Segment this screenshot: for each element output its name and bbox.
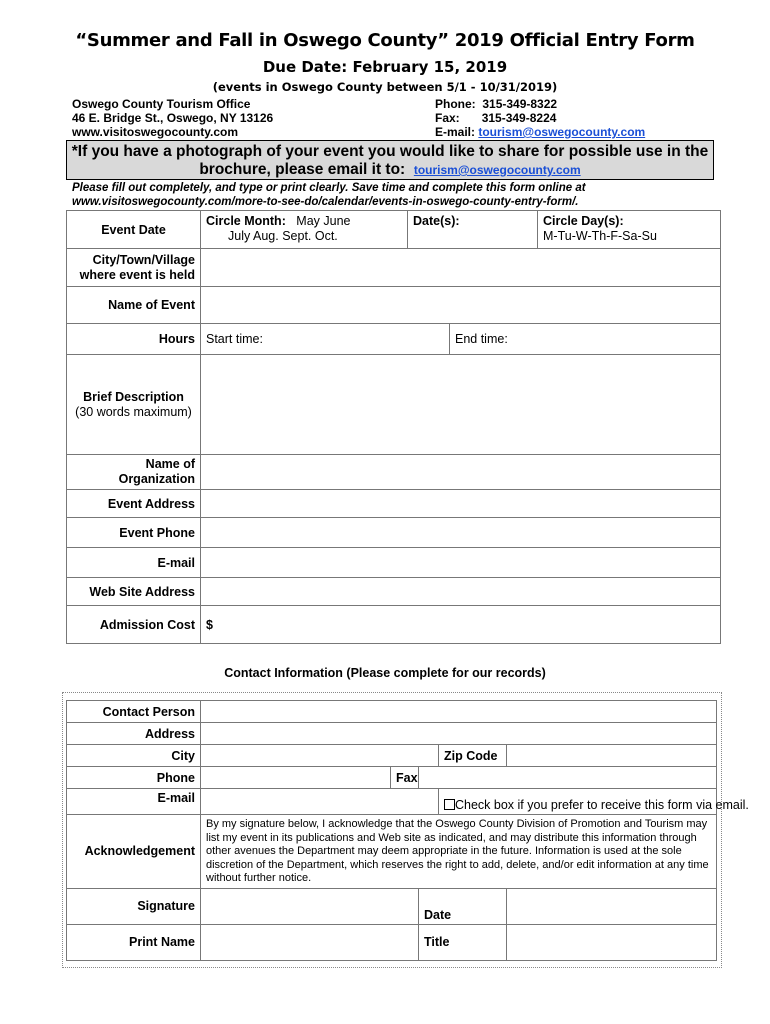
admission-field[interactable] bbox=[201, 606, 721, 644]
organization-label bbox=[67, 455, 201, 490]
banner-line2-text: brochure, please email it to: bbox=[199, 161, 406, 178]
instructions bbox=[72, 181, 586, 209]
banner-email-link[interactable]: tourism@oswegocounty.com bbox=[413, 163, 581, 177]
office-fax-row bbox=[435, 111, 645, 125]
contact-fax-label: Fax bbox=[391, 767, 419, 789]
start-time-label: Start time: bbox=[206, 332, 263, 346]
circle-month-label: Circle Month: bbox=[206, 214, 286, 228]
due-date: Due Date: February 15, 2019 bbox=[262, 58, 508, 76]
description-note: (30 words maximum) bbox=[75, 404, 192, 419]
instructions-line2[interactable]: www.visitoswegocounty.com/more-to-see-do/calendar/events-in-oswego-county-entry-form/. bbox=[72, 196, 579, 208]
circle-month-cell[interactable] bbox=[201, 211, 408, 249]
contact-person-field[interactable] bbox=[201, 701, 717, 723]
checkbox-text: Check box if you prefer to receive this form via email. bbox=[455, 798, 749, 812]
contact-city-label: City bbox=[67, 745, 201, 767]
contact-person-label: Contact Person bbox=[67, 701, 201, 723]
title-field[interactable] bbox=[507, 924, 717, 960]
event-address-row bbox=[67, 490, 721, 518]
acknowledgement-text: By my signature below, I acknowledge that the Oswego County Division of Promotion and Tourism may list my event in its publications and Web site as indicated, and may distribute this information through other avenues the Department may deem appropriate in the future. Information is used at the sole discretion of the Department, which reserves the right to add, delete, and/or edit information at any time without further notice. bbox=[201, 815, 717, 889]
event-address-label: Event Address bbox=[67, 490, 201, 518]
phone-label: Phone: bbox=[435, 97, 476, 111]
start-time-field[interactable] bbox=[201, 324, 450, 355]
admission-label: Admission Cost bbox=[67, 606, 201, 644]
hours-row bbox=[67, 324, 721, 355]
office-email-link[interactable]: tourism@oswegocounty.com bbox=[478, 125, 646, 139]
signature-field[interactable] bbox=[201, 888, 419, 924]
print-name-label: Print Name bbox=[67, 924, 201, 960]
description-label: Brief Description bbox=[83, 389, 184, 404]
contact-phone-row bbox=[67, 767, 717, 789]
contact-heading: Contact Information (Please complete for our records) bbox=[224, 666, 546, 680]
contact-email-row bbox=[67, 789, 717, 815]
photo-banner bbox=[66, 140, 714, 180]
signature-label: Signature bbox=[67, 888, 201, 924]
contact-phone-field[interactable] bbox=[201, 767, 391, 789]
date-label: Date bbox=[419, 888, 507, 924]
event-date-row bbox=[67, 211, 721, 249]
title-label: Title bbox=[419, 924, 507, 960]
contact-address-label: Address bbox=[67, 723, 201, 745]
date-field[interactable] bbox=[507, 888, 717, 924]
event-address-field[interactable] bbox=[201, 490, 721, 518]
checkbox-icon[interactable] bbox=[444, 799, 455, 810]
zip-label: Zip Code bbox=[439, 745, 507, 767]
form-title: “Summer and Fall in Oswego County” 2019 Official Entry Form bbox=[75, 30, 695, 51]
event-email-row bbox=[67, 548, 721, 578]
admission-row bbox=[67, 606, 721, 644]
event-phone-row bbox=[67, 518, 721, 548]
acknowledgement-row bbox=[67, 815, 717, 889]
city-row bbox=[67, 249, 721, 287]
event-phone-label: Event Phone bbox=[67, 518, 201, 548]
city-field[interactable] bbox=[201, 249, 721, 287]
office-address: 46 E. Bridge St., Oswego, NY 13126 bbox=[72, 111, 274, 125]
description-field[interactable] bbox=[201, 355, 721, 455]
email-label: E-mail: bbox=[435, 125, 476, 139]
contact-fax-field[interactable] bbox=[419, 767, 717, 789]
event-name-field[interactable] bbox=[201, 287, 721, 324]
office-email-row bbox=[435, 125, 645, 139]
organization-field[interactable] bbox=[201, 455, 721, 490]
instructions-line1: Please fill out completely, and type or print clearly. Save time and complete this form online at bbox=[72, 182, 586, 194]
zip-field[interactable] bbox=[507, 745, 717, 767]
circle-days-cell[interactable] bbox=[538, 211, 721, 249]
event-email-field[interactable] bbox=[201, 548, 721, 578]
office-contact bbox=[435, 97, 645, 139]
contact-email-label: E-mail bbox=[67, 789, 201, 815]
email-checkbox-cell[interactable] bbox=[439, 789, 749, 815]
contact-table bbox=[66, 700, 749, 961]
organization-row bbox=[67, 455, 721, 490]
event-name-label: Name of Event bbox=[67, 287, 201, 324]
dates-cell[interactable] bbox=[408, 211, 538, 249]
dates-label: Date(s): bbox=[413, 214, 460, 228]
contact-person-row bbox=[67, 701, 717, 723]
event-name-row bbox=[67, 287, 721, 324]
contact-phone-label: Phone bbox=[67, 767, 201, 789]
office-website[interactable]: www.visitoswegocounty.com bbox=[72, 125, 239, 139]
events-range: (events in Oswego County between 5/1 - 10/31/2019) bbox=[212, 80, 558, 94]
banner-line2 bbox=[67, 161, 713, 179]
end-time-field[interactable] bbox=[450, 324, 721, 355]
office-fax: 315-349-8224 bbox=[481, 111, 557, 125]
hours-label: Hours bbox=[67, 324, 201, 355]
event-phone-field[interactable] bbox=[201, 518, 721, 548]
organization-label-line2: Organization bbox=[118, 472, 195, 486]
event-date-label: Event Date bbox=[67, 211, 201, 249]
contact-address-row bbox=[67, 723, 717, 745]
event-email-label: E-mail bbox=[67, 548, 201, 578]
office-phone: 315-349-8322 bbox=[482, 97, 558, 111]
banner-line1: *If you have a photograph of your event you would like to share for possible use in the bbox=[71, 143, 709, 160]
circle-days-label: Circle Day(s): bbox=[543, 214, 624, 228]
city-label bbox=[67, 249, 201, 287]
fax-label: Fax: bbox=[435, 111, 460, 125]
event-form-table bbox=[66, 210, 721, 644]
print-name-field[interactable] bbox=[201, 924, 419, 960]
dollar-sign: $ bbox=[206, 617, 213, 632]
acknowledgement-label: Acknowledgement bbox=[67, 815, 201, 889]
contact-address-field[interactable] bbox=[201, 723, 717, 745]
signature-row bbox=[67, 888, 717, 924]
contact-city-field[interactable] bbox=[201, 745, 439, 767]
months-line2[interactable]: July Aug. Sept. Oct. bbox=[228, 229, 338, 243]
days-options[interactable]: M-Tu-W-Th-F-Sa-Su bbox=[543, 229, 657, 243]
description-row bbox=[67, 355, 721, 455]
months-line1[interactable]: May June bbox=[296, 214, 351, 228]
contact-city-row bbox=[67, 745, 717, 767]
description-label-cell bbox=[67, 355, 201, 455]
end-time-label: End time: bbox=[455, 332, 508, 346]
website-label: Web Site Address bbox=[67, 578, 201, 606]
city-label-line2: where event is held bbox=[79, 267, 195, 282]
organization-label-line1: Name of bbox=[145, 457, 195, 471]
city-label-line1: City/Town/Village bbox=[92, 252, 195, 267]
office-phone-row bbox=[435, 97, 645, 111]
website-row bbox=[67, 578, 721, 606]
website-field[interactable] bbox=[201, 578, 721, 606]
print-name-row bbox=[67, 924, 717, 960]
office-info bbox=[72, 97, 273, 139]
office-name: Oswego County Tourism Office bbox=[72, 97, 251, 111]
months-line1-row bbox=[206, 214, 402, 229]
contact-email-field[interactable] bbox=[201, 789, 439, 815]
